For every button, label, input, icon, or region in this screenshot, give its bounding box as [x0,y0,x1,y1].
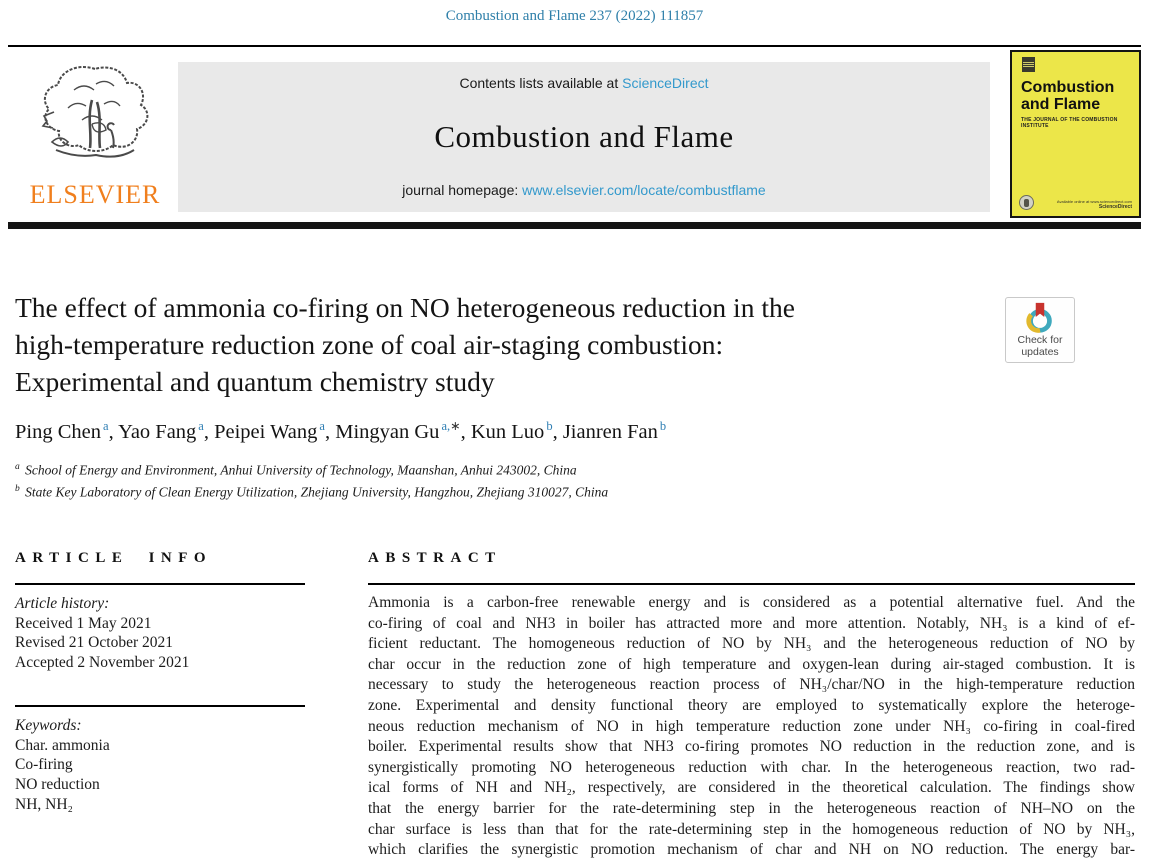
abstract-line: boiler. Experimental results show that NH3 co-firing promotes NO reduction in the reduction zone, and is [368,738,1135,756]
keyword-item: Char. ammonia [15,736,110,754]
crossmark-icon [1023,301,1057,335]
journal-citation: Combustion and Flame 237 (2022) 111857 [445,8,704,24]
journal-banner-title: Combustion and Flame [434,118,734,154]
page-title [15,289,1000,400]
cover-title: Combustion and Flame [1021,79,1115,113]
keyword-item: NH, NH₂ [15,795,73,813]
journal-cover-thumbnail [1010,50,1141,218]
cover-subtitle: THE JOURNAL OF THE COMBUSTION INSTITUTE [1021,117,1118,129]
cover-footer [1019,195,1132,210]
abstract-line: neous reduction mechanism of NO in high temperature reduction zone under NH₃ co-firing in coal-fired [368,717,1135,735]
top-divider [8,45,1141,47]
contents-prefix: Contents lists available at [459,75,623,91]
homepage-line [402,182,765,198]
history-item: Accepted 2 November 2021 [15,654,190,672]
keyword-item: Co-firing [15,756,73,774]
author: Peipei Wang $^a$, [214,419,336,443]
elsevier-wordmark: ELSEVIER [29,180,161,209]
cover-publisher-icon [1022,57,1035,72]
abstract-line: necessary to study the heterogeneous reaction process of NH₃/char/NO in the high-temperature reduction [368,676,1135,694]
header-divider [8,222,1141,229]
elsevier-logo [14,60,176,212]
title-line: The effect of ammonia co-firing on NO heterogeneous reduction in the [15,292,795,323]
title-line: high-temperature reduction zone of coal air-staging combustion: [15,329,724,360]
abstract-line: that the energy barrier for the rate-determining step in the heterogeneous reaction of NH–NO on the [368,799,1135,817]
abstract-line: ical forms of NH and NH₂, respectively, are considered in the theoretical calculation. The findings show [368,779,1135,797]
abstract-line: Ammonia is a carbon-free renewable energy and is considered as a potential alternative fuel. And the [368,594,1135,611]
section-rule [368,583,1135,585]
check-badge-label: Check for updates [1017,334,1063,358]
affiliations [15,458,915,502]
author: Mingyan Gu $^{a,∗}$, [335,419,471,443]
author-affiliation-sup: a, [441,419,451,433]
check-for-updates-badge[interactable] [1005,297,1075,363]
abstract-line: synergistically promoting NO heterogeneous reduction with char. In the heterogeneous reaction, two rad- [368,758,1135,776]
article-info-heading: ARTICLE INFO [15,550,213,566]
abstract-heading: ABSTRACT [368,550,502,566]
article-info-section [15,548,305,814]
author: Jianren Fan $^b$ [562,419,667,443]
abstract-line: char occur in the reduction zone of high temperature and oxygen-lean during air-staged combustion. It is [368,655,1135,673]
keywords-label: Keywords: [15,716,82,734]
elsevier-tree-icon [34,60,156,182]
journal-homepage-link[interactable]: www.elsevier.com/locate/combustflame [522,182,766,198]
corresponding-author-asterisk: ∗ [450,419,461,433]
author-affiliation-sup: a [198,419,204,433]
abstract-section [368,548,1135,861]
abstract-line: ficient reductant. The homogeneous reduction of NO by NH₃ and the heterogeneous reduction of NO by [368,635,1135,653]
keyword-item: NO reduction [15,775,100,793]
homepage-prefix: journal homepage: [402,182,523,198]
affiliation-line: $^a$ School of Energy and Environment, Anhui University of Technology, Maanshan, Anhui 243002, China [15,462,577,478]
author-affiliation-sup: a [319,419,325,433]
history-item: Revised 21 October 2021 [15,634,173,652]
cover-sciencedirect-note: Available online at www.sciencedirect.com ScienceDirect [1056,199,1132,210]
section-rule [15,583,305,585]
sciencedirect-link[interactable]: ScienceDirect [622,75,709,91]
abstract-line: co-firing of coal and NH3 in boiler has attracted more and more attention. Notably, NH₃ is a kind of ef- [368,614,1135,632]
journal-banner [178,62,990,212]
abstract-line: zone. Experimental and density functional theory are employed to systematically explore the heteroge- [368,696,1135,714]
abstract-line: which clarifies the synergistic promotion mechanism of char and NH on NO reduction. The energy bar- [368,841,1135,859]
affiliation-line: $^b$ State Key Laboratory of Clean Energy Utilization, Zhejiang University, Hangzhou, Zhejiang 310027, China [15,484,609,500]
contents-line [459,75,708,91]
title-line: Experimental and quantum chemistry study [15,366,495,397]
author: Ping Chen $^a$, [15,419,119,443]
combustion-institute-emblem-icon [1019,195,1034,210]
author: Kun Luo $^b$, [470,419,563,443]
author: Yao Fang $^a$, [118,419,215,443]
section-rule [15,705,305,707]
abstract-line: char surface is less than that for the rate-determining step in the homogeneous reduction of NO by NH₃, [368,820,1135,838]
authors-line [15,418,1015,444]
author-affiliation-sup: b [546,419,553,433]
article-history-label: Article history: [15,595,110,612]
history-item: Received 1 May 2021 [15,614,152,632]
author-affiliation-sup: a [103,419,109,433]
author-affiliation-sup: b [659,419,667,433]
